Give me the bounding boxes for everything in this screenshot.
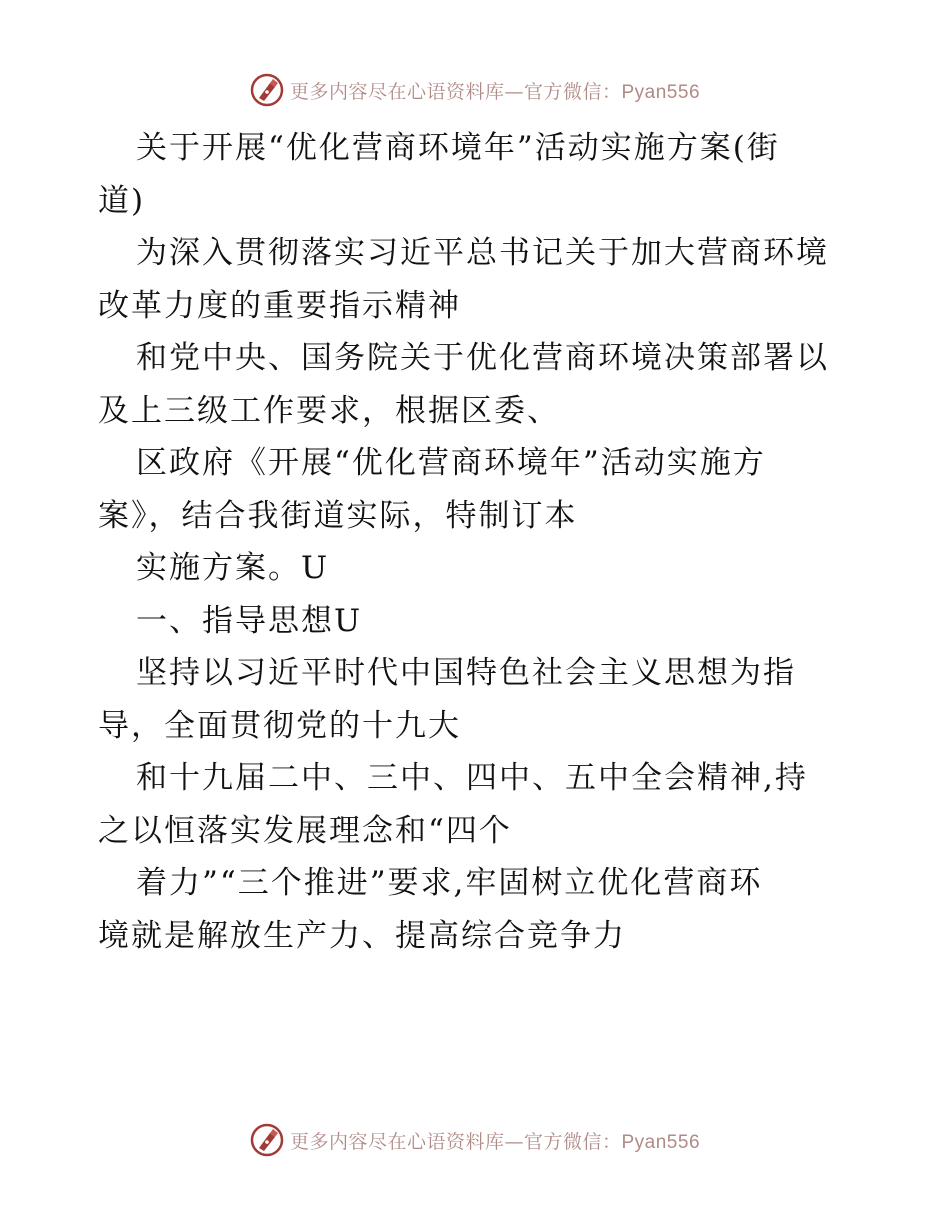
document-line: 实施方案。U [136, 550, 330, 586]
document-body [98, 122, 868, 962]
document-line: 道) [98, 182, 146, 219]
document-line: 坚持以习近平时代中国特色社会主义思想为指 [136, 655, 796, 691]
document-line: 和十九届二中、三中、四中、五中全会精神,持 [136, 760, 808, 796]
document-line: 着力”“三个推进”要求,牢固树立优化营商环 [136, 865, 763, 901]
document-line: 境就是解放生产力、提高综合竞争力 [98, 917, 626, 954]
watermark-text: 更多内容尽在心语资料库—官方微信：Pyan556 [289, 80, 701, 103]
document-line: 导，全面贯彻党的十九大 [98, 707, 461, 744]
document-line: 区政府《开展“优化营商环境年”活动实施方 [136, 445, 766, 481]
document-line: 关于开展“优化营商环境年”活动实施方案(街 [136, 130, 780, 166]
header-watermark [0, 70, 950, 110]
document-line: 一、指导思想U [136, 602, 363, 639]
watermark-text: 更多内容尽在心语资料库—官方微信：Pyan556 [289, 1130, 701, 1153]
pen-nib-logo-icon [250, 1123, 284, 1157]
document-line: 改革力度的重要指示精神 [98, 287, 461, 324]
document-line: 及上三级工作要求，根据区委、 [98, 392, 560, 429]
pen-nib-logo-icon [250, 73, 284, 107]
document-line: 之以恒落实发展理念和“四个 [98, 812, 512, 849]
document-line: 为深入贯彻落实习近平总书记关于加大营商环境 [136, 235, 829, 271]
footer-watermark [0, 1120, 950, 1160]
document-line: 和党中央、国务院关于优化营商环境决策部署以 [136, 340, 829, 376]
document-line: 案》，结合我街道实际，特制订本 [98, 497, 578, 534]
